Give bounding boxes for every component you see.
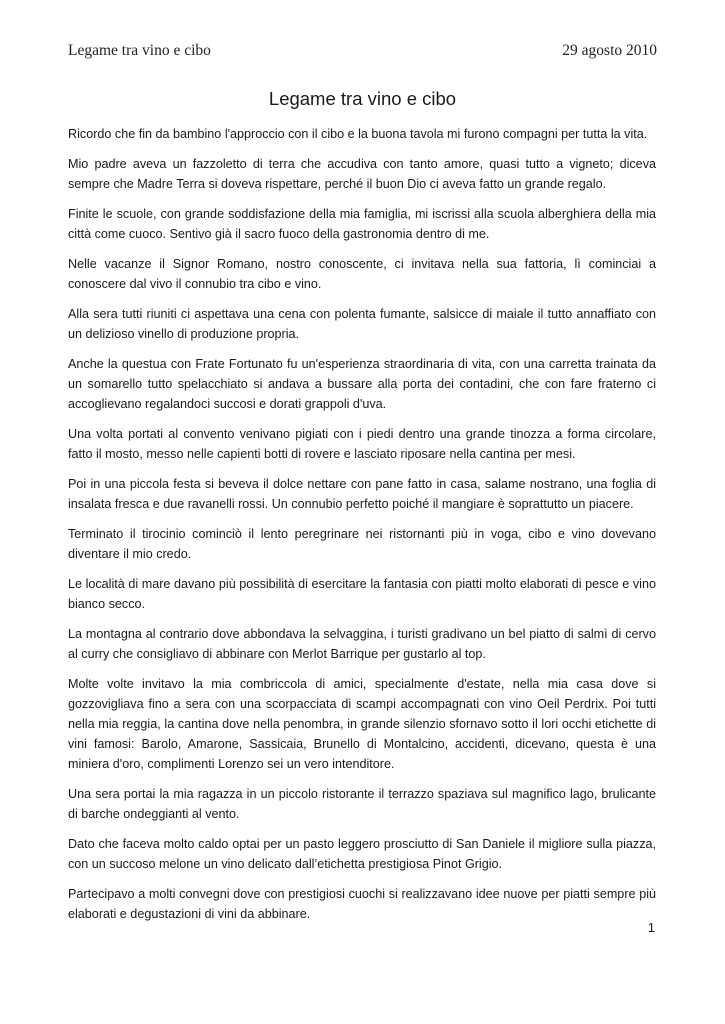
paragraph: Terminato il tirocinio cominciò il lento peregrinare nei ristornanti più in voga, cibo e vino dovevano diventare il mio credo. [68, 527, 656, 561]
paragraph: Ricordo che fin da bambino l'approccio con il cibo e la buona tavola mi furono compagni per tutta la vita. [68, 127, 648, 141]
header-date: 29 agosto 2010 [562, 42, 657, 59]
paragraph: Partecipavo a molti convegni dove con prestigiosi cuochi si realizzavano idee nuove per piatti sempre più elaborati e degustazioni di vini da abbinare. [68, 887, 656, 921]
body-text [68, 124, 656, 934]
paragraph: Anche la questua con Frate Fortunato fu un'esperienza straordinaria di vita, con una carretta trainata da un somarello tutto spelacchiato si andava a bussare alla porta dei contadini, che con fare fraterno ci accoglievano regalandoci succosi e dorati grappoli d'uva. [68, 357, 656, 411]
paragraph: Finite le scuole, con grande soddisfazione della mia famiglia, mi iscrissi alla scuola alberghiera della mia città come cuoco. Sentivo già il sacro fuoco della gastronomia dentro di me. [68, 207, 656, 241]
page-number: 1 [647, 920, 655, 935]
header-title: Legame tra vino e cibo [68, 42, 211, 59]
paragraph: Molte volte invitavo la mia combriccola di amici, specialmente d'estate, nella mia casa dove si gozzovigliava fino a sera con una scorpacciata di scampi accompagnati con vino Oeil Perdrix. Poi tutti nella mia reggia, la cantina dove nella penombra, in grande silenzio sfornavo sotto il lori occhi etichette di vini famosi: Barolo, Amarone, Sassicaia, Brunello di Montalcino, accidenti, dicevano, questa è una miniera d'oro, complimenti Lorenzo sei un vero intenditore. [68, 677, 656, 771]
paragraph: Mio padre aveva un fazzoletto di terra che accudiva con tanto amore, quasi tutto a vigneto; diceva sempre che Madre Terra si doveva rispettare, perché il buon Dio ci aveva fatto un grande regalo. [68, 157, 656, 191]
paragraph: Una volta portati al convento venivano pigiati con i piedi dentro una grande tinozza a forma circolare, fatto il mosto, messo nelle capienti botti di rovere e lasciato riposare nella cantina per mesi. [68, 427, 656, 461]
paragraph: Le località di mare davano più possibilità di esercitare la fantasia con piatti molto elaborati di pesce e vino bianco secco. [68, 577, 656, 611]
document-title: Legame tra vino e cibo [268, 88, 457, 109]
paragraph: Una sera portai la mia ragazza in un piccolo ristorante il terrazzo spaziava sul magnifico lago, brulicante di barche ondeggianti al vento. [68, 787, 656, 821]
paragraph: Nelle vacanze il Signor Romano, nostro conoscente, ci invitava nella sua fattoria, lì cominciai a conoscere dal vivo il connubio tra cibo e vino. [68, 257, 656, 291]
running-header [68, 42, 657, 60]
paragraph: Poi in una piccola festa si beveva il dolce nettare con pane fatto in casa, salame nostrano, una foglia di insalata fresca e due ravanelli rossi. Un connubio perfetto poiché il mangiare è soprattutto un piacere. [68, 477, 656, 511]
paragraph: Alla sera tutti riuniti ci aspettava una cena con polenta fumante, salsicce di maiale il tutto annaffiato con un delizioso vinello di produzione propria. [68, 307, 656, 341]
paragraph: La montagna al contrario dove abbondava la selvaggina, i turisti gradivano un bel piatto di salmì di cervo al curry che consigliavo di abbinare con Merlot Barrique per gustarlo al top. [68, 627, 656, 661]
paragraph: Dato che faceva molto caldo optai per un pasto leggero prosciutto di San Daniele il migliore sulla piazza, con un succoso melone un vino delicato dall’etichetta prestigiosa Pinot Grigio. [68, 837, 656, 871]
